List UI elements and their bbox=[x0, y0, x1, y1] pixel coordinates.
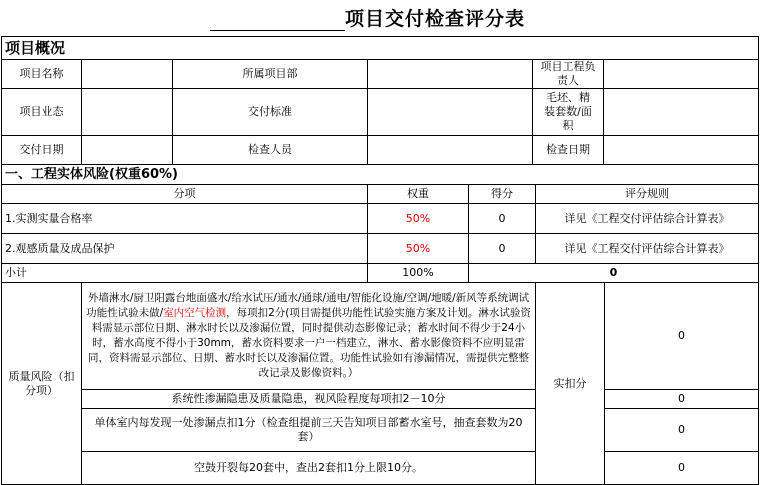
section-overview-header: 项目概况 bbox=[1, 36, 759, 60]
engineering-lead-value[interactable] bbox=[603, 59, 759, 89]
row-1-weight: 50% bbox=[367, 203, 469, 234]
quality-item-1-highlight: 室内空气检测 bbox=[163, 307, 227, 319]
quality-item-4: 空鼓开裂每20套中，查出2套扣1分上限10分。 bbox=[81, 451, 536, 485]
subtotal-label: 小计 bbox=[1, 263, 368, 283]
col-header-score: 得分 bbox=[468, 184, 536, 204]
format-value[interactable] bbox=[81, 88, 173, 136]
rough-fine-value[interactable] bbox=[603, 88, 759, 136]
project-name-label: 项目名称 bbox=[1, 59, 82, 89]
row-1-rule: 详见《工程交付评估综合计算表》 bbox=[535, 203, 759, 234]
page-title: 项目交付检查评分表 bbox=[345, 8, 526, 30]
project-name-value[interactable] bbox=[81, 59, 173, 89]
delivery-standard-label: 交付标准 bbox=[172, 88, 368, 136]
delivery-date-value[interactable] bbox=[81, 135, 173, 165]
quality-item-1-text-b: ，每项扣2分(项目需提供功能性试验实施方案及计划。淋水试验资料需显示部位日期、淋水时长以及渗漏位置，同时提供动态影像记录；蓄水时间不得少于24小时，蓄水高度不得小于30mm，蓄水资料要求一户一档建立，淋水、蓄水影像资料不应明显雷同，资料需显示部位、日期、蓄水时长以及渗漏位置。功能性试验如有渗漏情况，需提供完整整改记录及影像资料。） bbox=[88, 307, 531, 379]
row-2-item: 2.观感质量及成品保护 bbox=[1, 233, 368, 264]
title-blank-line bbox=[210, 10, 345, 31]
quality-risk-label: 质量风险（扣分项） bbox=[1, 282, 82, 485]
quality-item-2: 系统性渗漏隐患及质量隐患，视风险程度每项扣2－10分 bbox=[81, 389, 536, 409]
quality-item-4-score: 0 bbox=[604, 451, 759, 485]
deduct-label: 实扣分 bbox=[535, 282, 605, 485]
inspector-label: 检查人员 bbox=[172, 135, 368, 165]
format-label: 项目业态 bbox=[1, 88, 82, 136]
quality-item-2-score: 0 bbox=[604, 389, 759, 409]
quality-item-1 bbox=[81, 282, 536, 390]
subtotal-score: 0 bbox=[468, 263, 759, 283]
row-2-score: 0 bbox=[468, 233, 536, 264]
inspection-date-value[interactable] bbox=[603, 135, 759, 165]
title-block bbox=[210, 5, 570, 31]
row-2-rule: 详见《工程交付评估综合计算表》 bbox=[535, 233, 759, 264]
subtotal-weight: 100% bbox=[367, 263, 469, 283]
delivery-date-label: 交付日期 bbox=[1, 135, 82, 165]
col-header-weight: 权重 bbox=[367, 184, 469, 204]
quality-item-3: 单体室内每发现一处渗漏点扣1分（检查组提前三天告知项目部蓄水室号，抽查套数为20套） bbox=[81, 408, 536, 452]
quality-item-1-text-a: 外墙淋水/厨卫阳露台地面盛水/给水试压/通水/通球/通电/智能化设施/空调/地暖/新风等系统调试功能性试验未做/ bbox=[86, 292, 530, 319]
col-header-item: 分项 bbox=[1, 184, 368, 204]
delivery-standard-value[interactable] bbox=[367, 88, 533, 136]
quality-item-3-score: 0 bbox=[604, 408, 759, 452]
row-2-weight: 50% bbox=[367, 233, 469, 264]
quality-item-1-score: 0 bbox=[604, 282, 759, 390]
parent-project-label: 所属项目部 bbox=[172, 59, 368, 89]
rough-fine-label: 毛坯、精装套数/面积 bbox=[532, 88, 604, 136]
row-1-item: 1.实测实量合格率 bbox=[1, 203, 368, 234]
inspection-date-label: 检查日期 bbox=[532, 135, 604, 165]
col-header-rules: 评分规则 bbox=[535, 184, 759, 204]
inspector-value[interactable] bbox=[367, 135, 533, 165]
engineering-lead-label: 项目工程负责人 bbox=[532, 59, 604, 89]
row-1-score: 0 bbox=[468, 203, 536, 234]
section-one-header: 一、工程实体风险(权重60%) bbox=[1, 164, 759, 185]
parent-project-value[interactable] bbox=[367, 59, 533, 89]
